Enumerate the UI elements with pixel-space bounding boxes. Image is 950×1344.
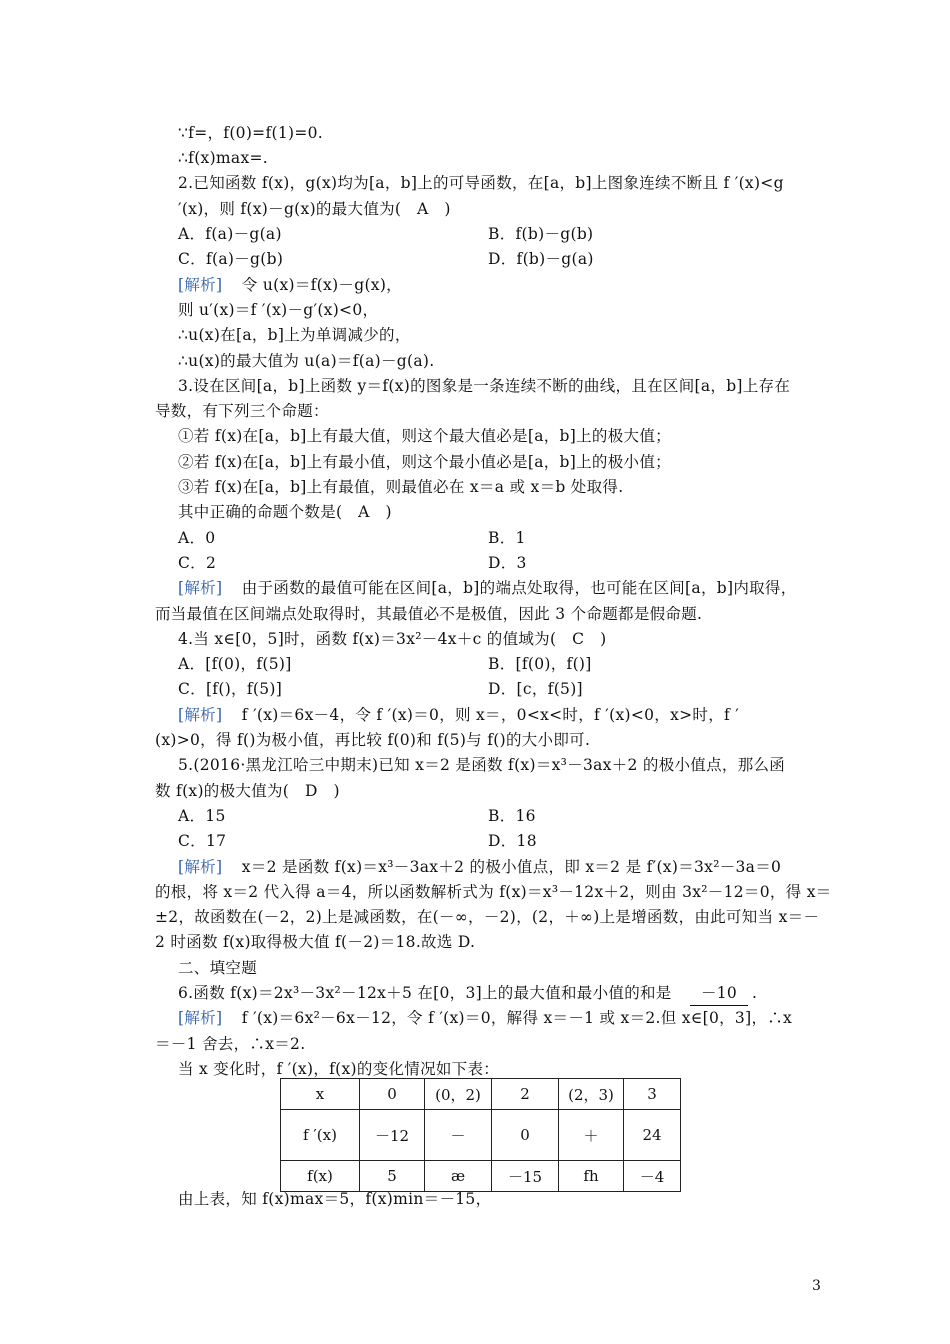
text-line: ②若 f(x)在[a，b]上有最小值，则这个最小值必是[a，b]上的极小值； — [178, 453, 671, 471]
text-line: . — [752, 984, 758, 1002]
table-cell: f ′(x) — [281, 1110, 360, 1161]
page-number: 3 — [812, 1278, 821, 1294]
table-cell: －15 — [492, 1161, 559, 1192]
analysis-label: [解析] — [178, 579, 223, 597]
text-line: ±2，故函数在(－2，2)上是减函数，在(－∞，－2)，(2，＋∞)上是增函数，由此可知当 x＝－ — [155, 908, 820, 926]
table-cell: ＋ — [559, 1110, 624, 1161]
variation-table — [280, 1078, 681, 1192]
question-3: 3.设在区间[a，b]上函数 y＝f(x)的图象是一条连续不断的曲线，且在区间[a，b]上存在 — [178, 377, 791, 395]
text-line: ′(x)，则 f(x)－g(x)的最大值为( A ) — [178, 200, 451, 218]
text-line: ①若 f(x)在[a，b]上有最大值，则这个最大值必是[a，b]上的极大值； — [178, 427, 671, 445]
table-cell: (2，3) — [559, 1079, 624, 1110]
table-cell: －12 — [360, 1110, 425, 1161]
option-a: A．f(a)－g(a) — [178, 225, 282, 243]
option-c: C．17 — [178, 832, 227, 850]
option-b: B．16 — [488, 807, 536, 825]
table-cell: －4 — [624, 1161, 681, 1192]
text-line: 由上表，知 f(x)max＝5，f(x)min＝－15， — [178, 1190, 492, 1208]
table-cell: x — [281, 1079, 360, 1110]
text-line: 其中正确的命题个数是( A ) — [178, 503, 392, 521]
analysis-label: [解析] — [178, 706, 223, 724]
option-a: A．15 — [178, 807, 226, 825]
option-d: D．3 — [488, 554, 527, 572]
table-cell: － — [425, 1110, 492, 1161]
analysis-label: [解析] — [178, 858, 223, 876]
text-line: ∴u(x)的最大值为 u(a)＝f(a)－g(a). — [178, 352, 435, 370]
text-line: 令 u(x)＝f(x)－g(x)， — [226, 276, 402, 294]
table-cell: 5 — [360, 1161, 425, 1192]
option-c: C．[f()，f(5)] — [178, 680, 283, 698]
text-line: 则 u′(x)＝f ′(x)－g′(x)<0， — [178, 301, 379, 319]
option-b: B．[f(0)，f()] — [488, 655, 592, 673]
answer-blank: －10 — [690, 981, 748, 1006]
text-line: 当 x 变化时，f ′(x)，f(x)的变化情况如下表： — [178, 1060, 500, 1078]
table-row — [281, 1110, 681, 1161]
text-line: ∵f=，f(0)=f(1)=0. — [178, 124, 324, 142]
text-line: x＝2 是函数 f(x)＝x³－3ax＋2 的极小值点，即 x＝2 是 f′(x)＝3x²－3a＝0 — [226, 858, 782, 876]
option-b: B．1 — [488, 529, 526, 547]
table-row — [281, 1079, 681, 1110]
option-a: A．0 — [178, 529, 216, 547]
table-cell: 2 — [492, 1079, 559, 1110]
option-c: C．2 — [178, 554, 217, 572]
option-d: D．f(b)－g(a) — [488, 250, 594, 268]
option-d: D．[c，f(5)] — [488, 680, 583, 698]
text-line: f ′(x)＝6x－4，令 f ′(x)＝0，则 x＝，0<x<时，f ′(x)<0，x>时，f ′ — [226, 706, 740, 724]
text-line: 2 时函数 f(x)取得极大值 f(－2)＝18.故选 D. — [155, 933, 476, 951]
text-line: ＝－1 舍去，∴x＝2. — [155, 1035, 306, 1053]
text-line: 由于函数的最值可能在区间[a，b]的端点处取得，也可能在区间[a，b]内取得， — [226, 579, 797, 597]
table-cell: fh — [559, 1161, 624, 1192]
table-cell: æ — [425, 1161, 492, 1192]
option-c: C．f(a)－g(b) — [178, 250, 284, 268]
question-2: 2.已知函数 f(x)，g(x)均为[a，b]上的可导函数，在[a，b]上图象连续不断且 f ′(x)<g — [178, 174, 784, 192]
question-5: 5.(2016·黑龙江哈三中期末)已知 x＝2 是函数 f(x)＝x³－3ax＋2 的极小值点，那么函 — [178, 756, 786, 774]
table-cell: 24 — [624, 1110, 681, 1161]
text-line: 导数，有下列三个命题： — [155, 402, 329, 420]
question-6: 6.函数 f(x)＝2x³－3x²－12x＋5 在[0，3]上的最大值和最小值的和是 — [178, 984, 672, 1002]
option-b: B．f(b)－g(b) — [488, 225, 594, 243]
table-cell: f(x) — [281, 1161, 360, 1192]
text-line: ∴f(x)max=. — [178, 149, 269, 167]
text-line: ③若 f(x)在[a，b]上有最值，则最值必在 x＝a 或 x＝b 处取得. — [178, 478, 624, 496]
text-line: 的根，将 x＝2 代入得 a＝4，所以函数解析式为 f(x)＝x³－12x＋2，则由 3x²－12＝0，得 x＝ — [155, 883, 832, 901]
text-line: 而当最值在区间端点处取得时，其最值必不是极值，因此 3 个命题都是假命题. — [155, 605, 703, 623]
text-line: (x)>0，得 f()为极小值，再比较 f(0)和 f(5)与 f()的大小即可. — [155, 731, 591, 749]
analysis-label: [解析] — [178, 1009, 223, 1027]
text-line: 数 f(x)的极大值为( D ) — [155, 782, 340, 800]
table-cell: (0，2) — [425, 1079, 492, 1110]
text-line: f ′(x)＝6x²－6x－12，令 f ′(x)＝0，解得 x＝－1 或 x＝2.但 x∈[0，3]，∴x — [226, 1009, 793, 1027]
analysis-label: [解析] — [178, 276, 223, 294]
question-4: 4.当 x∈[0，5]时，函数 f(x)＝3x²－4x＋c 的值域为( C ) — [178, 630, 607, 648]
table-cell: 3 — [624, 1079, 681, 1110]
option-a: A．[f(0)，f(5)] — [178, 655, 292, 673]
table-cell: 0 — [492, 1110, 559, 1161]
table-cell: 0 — [360, 1079, 425, 1110]
text-line: ∴u(x)在[a，b]上为单调减少的， — [178, 326, 411, 344]
option-d: D．18 — [488, 832, 537, 850]
section-heading: 二、填空题 — [178, 959, 258, 977]
